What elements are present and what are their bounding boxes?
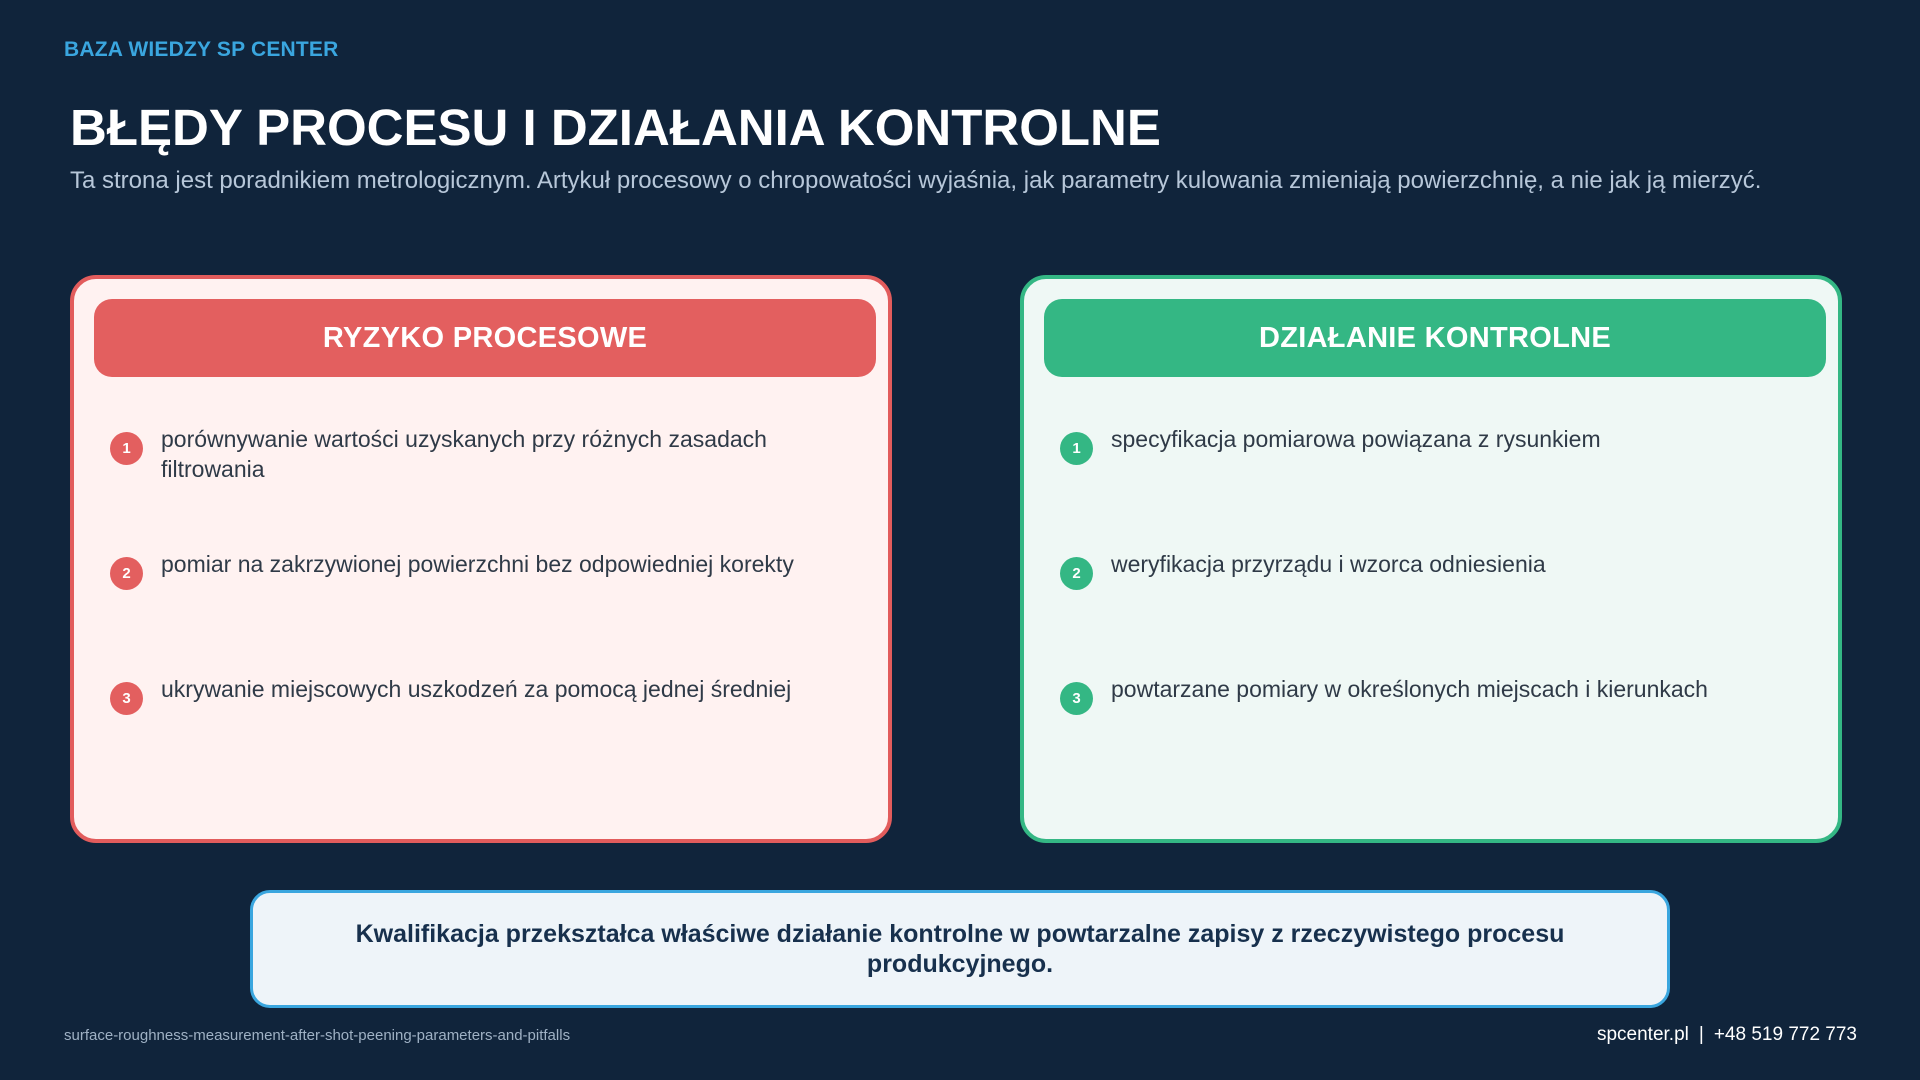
risk-card-header: RYZYKO PROCESOWE bbox=[94, 299, 876, 377]
control-card bbox=[1020, 275, 1842, 843]
risk-item bbox=[110, 674, 850, 715]
number-badge: 3 bbox=[1060, 682, 1093, 715]
control-card-header: DZIAŁANIE KONTROLNE bbox=[1044, 299, 1826, 377]
footer-slug: surface-roughness-measurement-after-shot-peening-parameters-and-pitfalls bbox=[64, 1027, 571, 1044]
control-item-text: powtarzane pomiary w określonych miejscach i kierunkach bbox=[1111, 676, 1708, 702]
number-badge: 3 bbox=[110, 682, 143, 715]
control-item-text: specyfikacja pomiarowa powiązana z rysunkiem bbox=[1111, 426, 1601, 452]
number-badge: 2 bbox=[110, 557, 143, 590]
control-item bbox=[1060, 674, 1800, 715]
footer-phone[interactable]: +48 519 772 773 bbox=[1713, 1024, 1857, 1045]
section-kicker: BAZA WIEDZY SP CENTER bbox=[64, 38, 339, 61]
risk-item-text: pomiar na zakrzywionej powierzchni bez odpowiedniej korekty bbox=[161, 551, 794, 577]
risk-card bbox=[70, 275, 892, 843]
control-item bbox=[1060, 424, 1800, 465]
summary-banner-text: Kwalifikacja przekształca właściwe działanie kontrolne w powtarzalne zapisy z rzeczywistego procesu produkcyjnego. bbox=[355, 920, 1565, 978]
control-item bbox=[1060, 549, 1800, 590]
number-badge: 1 bbox=[1060, 432, 1093, 465]
risk-item bbox=[110, 549, 850, 590]
footer-site-link[interactable]: spcenter.pl bbox=[1596, 1024, 1689, 1045]
risk-item bbox=[110, 424, 850, 484]
footer-separator: | bbox=[1698, 1024, 1704, 1045]
footer-contact bbox=[1597, 1024, 1857, 1046]
number-badge: 2 bbox=[1060, 557, 1093, 590]
risk-item-text: ukrywanie miejscowych uszkodzeń za pomocą jednej średniej bbox=[161, 676, 792, 702]
page-title: BŁĘDY PROCESU I DZIAŁANIA KONTROLNE bbox=[70, 99, 1161, 156]
control-item-text: weryfikacja przyrządu i wzorca odniesienia bbox=[1111, 551, 1546, 577]
summary-banner bbox=[250, 890, 1670, 1008]
risk-item-text: porównywanie wartości uzyskanych przy różnych zasadach filtrowania bbox=[161, 426, 767, 482]
number-badge: 1 bbox=[110, 432, 143, 465]
page-subtitle: Ta strona jest poradnikiem metrologicznym. Artykuł procesowy o chropowatości wyjaśnia, jak parametry kulowania zmieniają powierzchnię, a nie jak ją mierzyć. bbox=[70, 167, 1762, 194]
